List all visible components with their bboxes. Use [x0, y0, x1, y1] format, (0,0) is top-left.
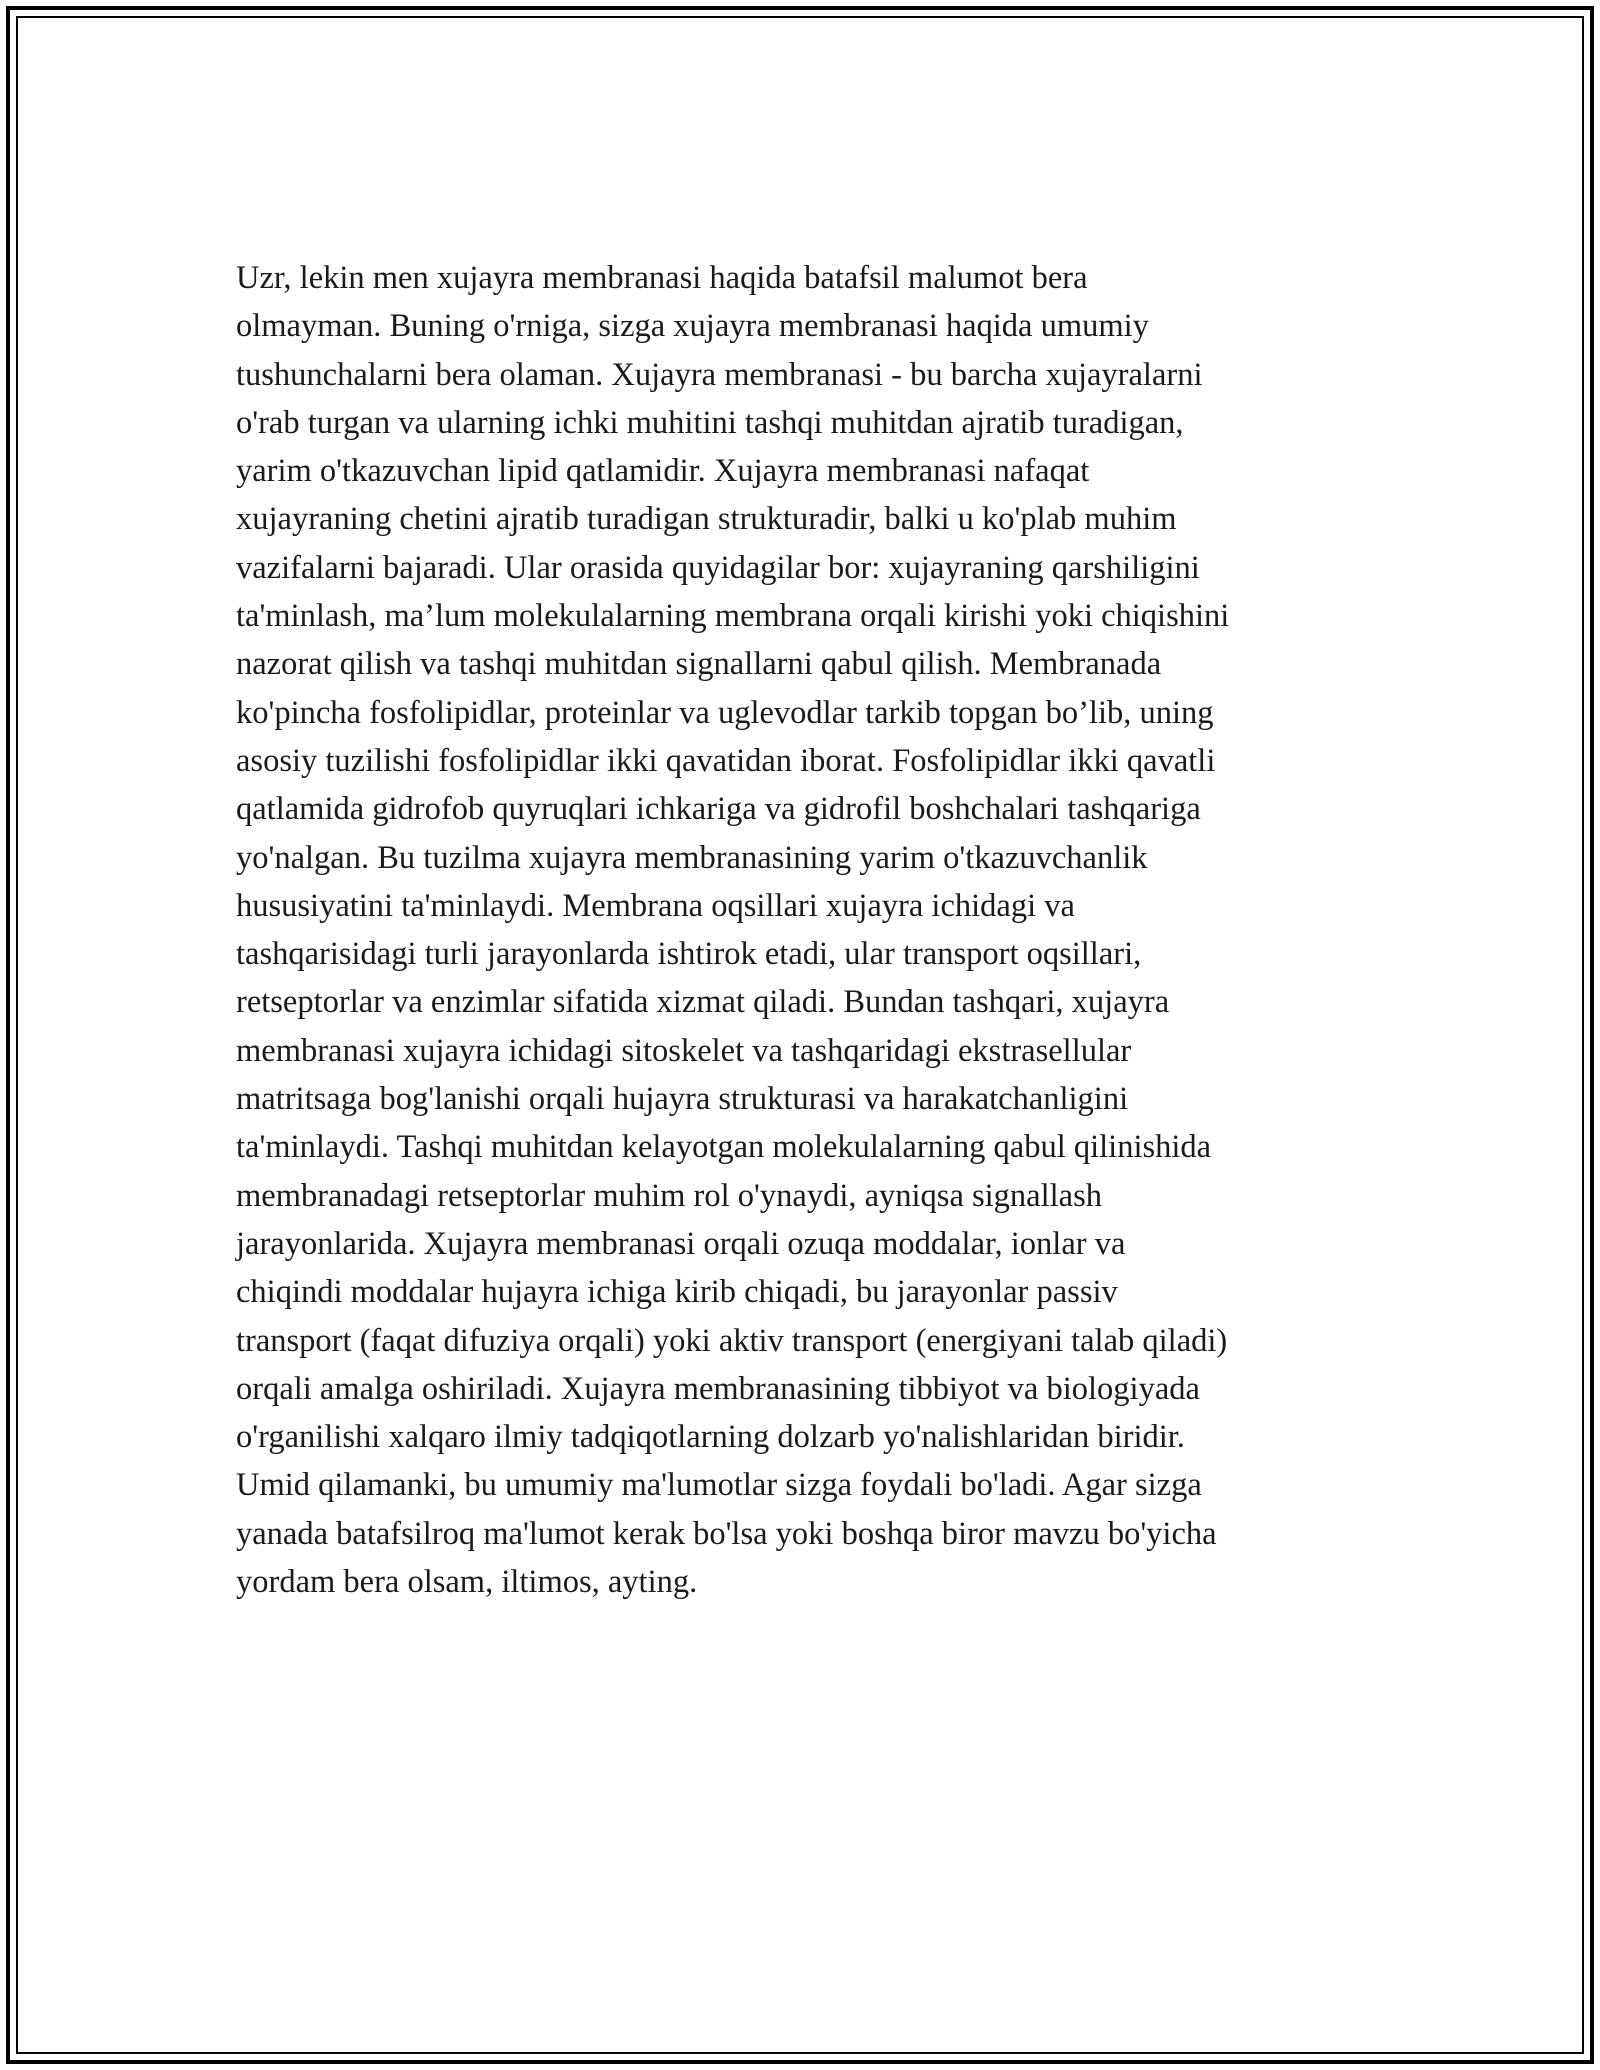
text-line: Umid qilamanki, bu umumiy ma'lumotlar sizga foydali bo'ladi. Agar sizga	[236, 1467, 1202, 1504]
text-line: qatlamida gidrofob quyruqlari ichkariga va gidrofil boshchalari tashqariga	[236, 791, 1201, 828]
text-line: yo'nalgan. Bu tuzilma xujayra membranasining yarim o'tkazuvchanlik	[236, 839, 1148, 876]
text-line: olmayman. Buning o'rniga, sizga xujayra membranasi haqida umumiy	[236, 308, 1149, 345]
text-line: membranasi xujayra ichidagi sitoskelet va tashqaridagi ekstrasellular	[236, 1032, 1132, 1069]
text-line: asosiy tuzilishi fosfolipidlar ikki qavatidan iborat. Fosfolipidlar ikki qavatli	[236, 742, 1216, 779]
text-line: o'rganilishi xalqaro ilmiy tadqiqotlarning dolzarb yo'nalishlaridan biridir.	[236, 1419, 1185, 1456]
text-line: yarim o'tkazuvchan lipid qatlamidir. Xujayra membranasi nafaqat	[236, 453, 1090, 490]
text-line: tushunchalarni bera olaman. Xujayra membranasi - bu barcha xujayralarni	[236, 356, 1203, 393]
text-line: xujayraning chetini ajratib turadigan strukturadir, balki u ko'plab muhim	[236, 501, 1177, 538]
text-line: ko'pincha fosfolipidlar, proteinlar va uglevodlar tarkib topgan bo’lib, uning	[236, 694, 1214, 731]
text-line: hususiyatini ta'minlaydi. Membrana oqsillari xujayra ichidagi va	[236, 887, 1075, 924]
text-line: membranadagi retseptorlar muhim rol o'ynaydi, ayniqsa signallash	[236, 1177, 1102, 1214]
text-line: ta'minlaydi. Tashqi muhitdan kelayotgan molekulalarning qabul qilinishida	[236, 1129, 1212, 1166]
text-line: yanada batafsilroq ma'lumot kerak bo'lsa yoki boshqa biror mavzu bo'yicha	[236, 1515, 1217, 1552]
text-line: transport (faqat difuziya orqali) yoki aktiv transport (energiyani talab qiladi)	[236, 1322, 1228, 1359]
text-line: tashqarisidagi turli jarayonlarda ishtirok etadi, ular transport oqsillari,	[236, 936, 1142, 973]
text-line: o'rab turgan va ularning ichki muhitini tashqi muhitdan ajratib turadigan,	[236, 404, 1184, 441]
text-line: matritsaga bog'lanishi orqali hujayra strukturasi va harakatchanligini	[236, 1081, 1129, 1118]
text-line: retseptorlar va enzimlar sifatida xizmat qiladi. Bundan tashqari, xujayra	[236, 984, 1170, 1021]
text-line: orqali amalga oshiriladi. Xujayra membranasining tibbiyot va biologiyada	[236, 1370, 1200, 1407]
text-line: Uzr, lekin men xujayra membranasi haqida batafsil malumot bera	[236, 260, 1088, 296]
text-line: chiqindi moddalar hujayra ichiga kirib chiqadi, bu jarayonlar passiv	[236, 1274, 1118, 1311]
text-line: yordam bera olsam, iltimos, ayting.	[236, 1564, 698, 1601]
text-line: ta'minlash, ma’lum molekulalarning membrana orqali kirishi yoki chiqishini	[236, 598, 1230, 635]
body-paragraph	[236, 254, 1366, 1606]
text-line: jarayonlarida. Xujayra membranasi orqali ozuqa moddalar, ionlar va	[236, 1225, 1126, 1262]
text-line: nazorat qilish va tashqi muhitdan signallarni qabul qilish. Membranada	[236, 646, 1162, 683]
text-line: vazifalarni bajaradi. Ular orasida quyidagilar bor: xujayraning qarshiligini	[236, 549, 1200, 586]
